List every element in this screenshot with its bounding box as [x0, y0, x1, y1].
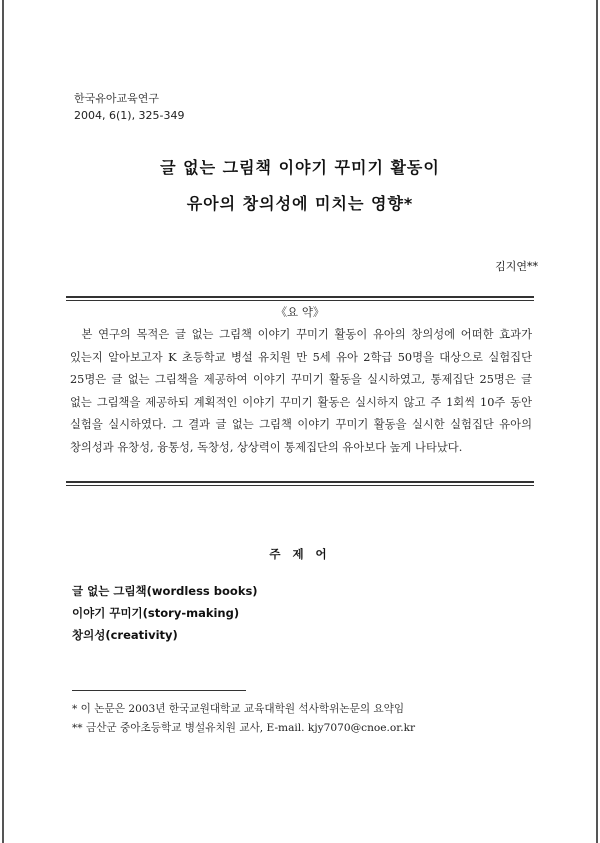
journal-name: 한국유아교육연구	[74, 92, 160, 105]
paper-title	[0, 150, 600, 222]
footnote-author: ** 금산군 중아초등학교 병설유치원 교사, E-mail. kjy7070@cnoe.or.kr	[72, 722, 416, 734]
author-name: 김지연**	[495, 260, 538, 273]
journal-header	[74, 90, 185, 124]
title-line-1: 글 없는 그림책 이야기 꾸미기 활동이	[160, 158, 440, 177]
abstract-bottom-rule	[66, 481, 534, 486]
keyword-item: 창의성(creativity)	[72, 628, 178, 642]
footnotes	[72, 700, 415, 738]
footnote-thesis: * 이 논문은 2003년 한국교원대학교 교육대학원 석사학위논문의 요약임	[72, 703, 405, 715]
abstract-label: 《요 약》	[275, 305, 325, 319]
keyword-item: 글 없는 그림책(wordless books)	[72, 584, 258, 598]
scan-border-left	[2, 0, 4, 843]
keywords-heading: 주 제 어	[269, 547, 331, 561]
footnote-divider	[72, 690, 246, 691]
scan-border-right	[596, 0, 598, 843]
abstract-top-rule	[66, 296, 534, 301]
abstract-text: 본 연구의 목적은 글 없는 그림책 이야기 꾸미기 활동이 유아의 창의성에 어떠한 효과가 있는지 알아보고자 K 초등학교 병설 유치원 만 5세 유아 2학급 50명을 대상으로 실험집단 25명은 글 없는 그림책을 제공하여 이야기 꾸미기 활동을 실시하였고, 통제집단 25명은 글 없는 그림책을 제공하되 계획적인 이야기 꾸미기 활동은 실시하지 않고 주 1회씩 10주 동안 실험을 실시하였다. 그 결과 글 없는 그림책 이야기 꾸미기 활동을 실시한 실험집단 유아의 창의성과 유창성, 융통성, 독창성, 상상력이 통제집단의 유아보다 높게 나타났다.	[70, 328, 532, 454]
keyword-item: 이야기 꾸미기(story-making)	[72, 606, 240, 620]
title-line-2: 유아의 창의성에 미치는 영향*	[186, 194, 414, 213]
keywords-list	[72, 580, 258, 646]
journal-citation: 2004, 6(1), 325-349	[74, 109, 185, 122]
abstract-body	[70, 324, 532, 459]
